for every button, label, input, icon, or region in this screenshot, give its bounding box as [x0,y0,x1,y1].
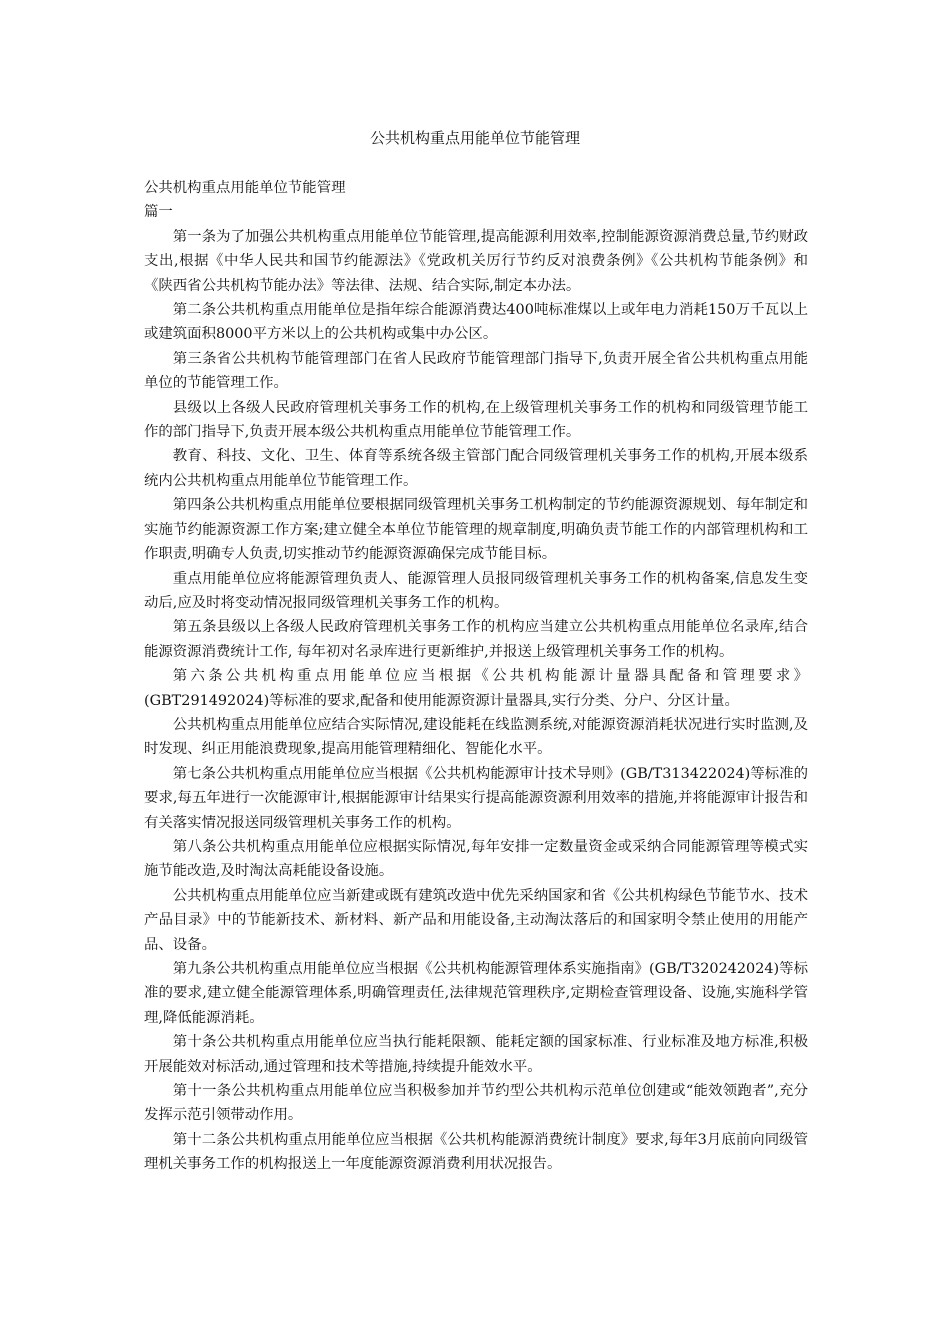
article-4-paragraph: 第四条公共机构重点用能单位要根据同级管理机关事务工机构制定的节约能源资源规划、每年制定和实施节约能源资源工作方案;建立健全本单位节能管理的规章制度,明确负责节能工作的内部管理机构和工作职责,明确专人负责,切实推动节约能源资源确保完成节能目标。 [144,497,808,563]
article-2-paragraph: 第二条公共机构重点用能单位是指年综合能源消费达400吨标准煤以上或年电力消耗150万千瓦以上或建筑面积8000平方米以上的公共机构或集中办公区。 [144,302,808,343]
document-title: 公共机构重点用能单位节能管理 [369,129,580,147]
article-3-paragraph-2: 县级以上各级人民政府管理机关事务工作的机构,在上级管理机关事务工作的机构和同级管理节能工作的部门指导下,负责开展本级公共机构重点用能单位节能管理工作。 [144,399,808,441]
document-subtitle: 公共机构重点用能单位节能管理 [144,180,346,196]
section-label: 篇一 [144,204,173,221]
article-1-paragraph: 第一条为了加强公共机构重点用能单位节能管理,提高能源利用效率,控制能源资源消费总量,节约财政支出,根据《中华人民共和国节约能源法》《党政机关厉行节约反对浪费条例》《公共机构节能条例》和《陕西省公共机构节能办法》等法律、法规、结合实际,制定本办法。 [144,228,808,294]
article-3-paragraph-3: 教育、科技、文化、卫生、体育等系统各级主管部门配合同级管理机关事务工作的机构,开展本级系统内公共机构重点用能单位节能管理工作。 [144,448,808,489]
article-3-paragraph: 第三条省公共机构节能管理部门在省人民政府节能管理部门指导下,负责开展全省公共机构重点用能单位的节能管理工作。 [144,350,808,392]
article-5-paragraph: 第五条县级以上各级人民政府管理机关事务工作的机构应当建立公共机构重点用能单位名录库,结合能源资源消费统计工作, 每年初对名录库进行更新维护,并报送上级管理机关事务工作的机构。 [144,619,808,660]
article-4-paragraph-2: 重点用能单位应将能源管理负责人、能源管理人员报同级管理机关事务工作的机构备案,信息发生变动后,应及时将变动情况报同级管理机关事务工作的机构。 [144,570,808,611]
article-7-paragraph: 第七条公共机构重点用能单位应当根据《公共机构能源审计技术导则》(GB/T313422024)等标准的要求,每五年进行一次能源审计,根据能源审计结果实行提高能源资源利用效率的措施,并将能源审计报告和有关落实情况报送同级管理机关事务工作的机构。 [144,765,808,831]
article-9-paragraph: 第九条公共机构重点用能单位应当根据《公共机构能源管理体系实施指南》(GB/T320242024)等标准的要求,建立健全能源管理体系,明确管理责任,法律规范管理秩序,定期检查管理设备、设施,实施科学管理,降低能源消耗。 [144,961,808,1026]
article-10-paragraph: 第十条公共机构重点用能单位应当执行能耗限额、能耗定额的国家标准、行业标准及地方标准,积极开展能效对标活动,通过管理和技术等措施,持续提升能效水平。 [144,1034,808,1075]
article-12-paragraph: 第十二条公共机构重点用能单位应当根据《公共机构能源消费统计制度》要求,每年3月底前向同级管理机关事务工作的机构报送上一年度能源资源消费利用状况报告。 [144,1131,808,1173]
article-6-paragraph: 第六条公共机构重点用能单位应当根据《公共机构能源计量器具配备和管理要求》(GBT291492024)等标准的要求,配备和使用能源资源计量器具,实行分类、分户、分区计量。 [144,668,808,709]
document-body [144,176,808,1177]
article-11-paragraph: 第十一条公共机构重点用能单位应当积极参加并节约型公共机构示范单位创建或“能效领跑者”,充分发挥示范引领带动作用。 [144,1083,808,1124]
article-8-paragraph: 第八条公共机构重点用能单位应根据实际情况,每年安排一定数量资金或采纳合同能源管理等模式实施节能改造,及时淘汰高耗能设备设施。 [144,838,808,880]
article-6-paragraph-2: 公共机构重点用能单位应结合实际情况,建设能耗在线监测系统,对能源资源消耗状况进行实时监测,及时发现、纠正用能浪费现象,提高用能管理精细化、智能化水平。 [144,716,808,758]
article-8-paragraph-2: 公共机构重点用能单位应当新建或既有建筑改造中优先采纳国家和省《公共机构绿色节能节水、技术产品目录》中的节能新技术、新材料、新产品和用能设备,主动淘汰落后的和国家明令禁止使用的用能产品、设备。 [144,887,808,953]
